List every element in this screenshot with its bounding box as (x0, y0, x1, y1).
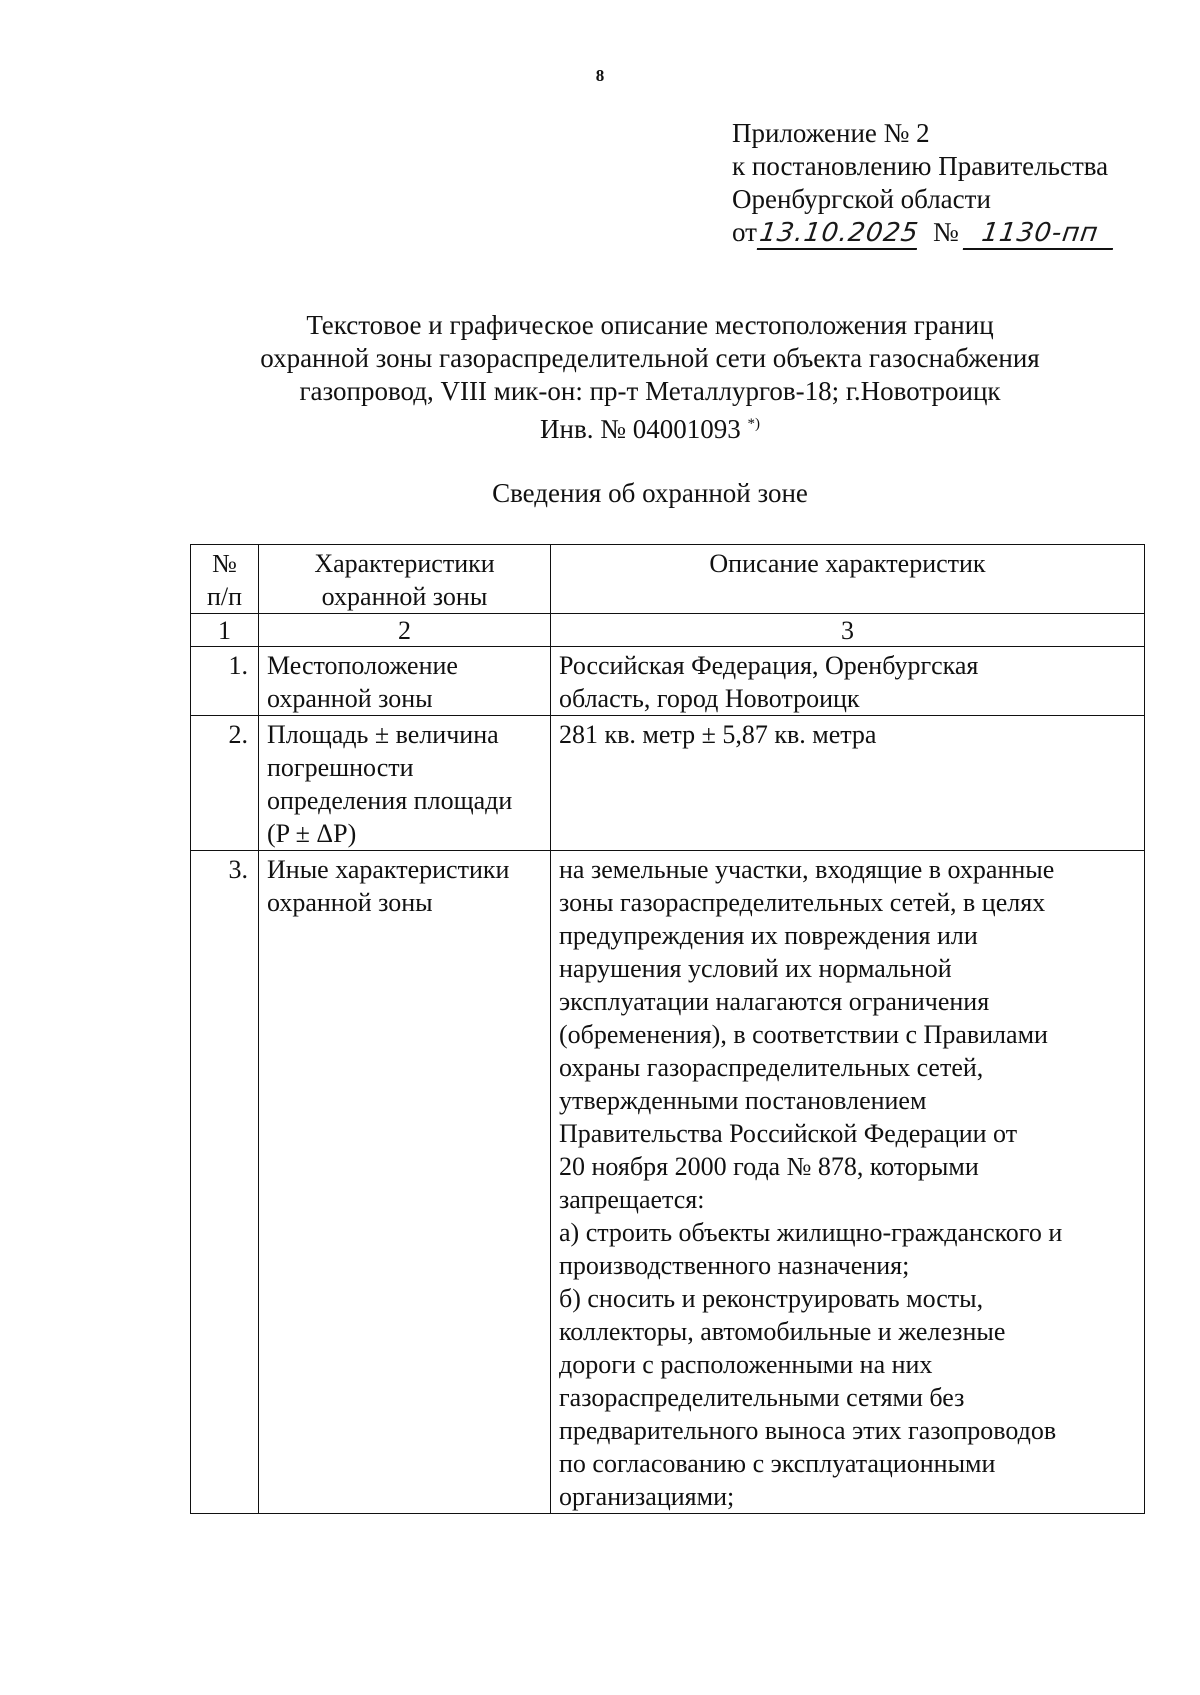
row-description: на земельные участки, входящие в охранные зоны газораспределительных сетей, в целях предупреждения их повреждения или нарушения условий их нормальной эксплуатации налагаются ограничения (обременения), в соответствии с Правилами охраны газораспределительных сетей, утвержденными постановлением Правительства Российской Федерации от 20 ноября 2000 года № 878, которыми запрещается: а) строить объекты жилищно-гражданского и производственного назначения; б) сносить и реконструировать мосты, коллекторы, автомобильные и железные дороги с расположенными на них газораспределительными сетями без предварительного выноса этих газопроводов по согласованию с эксплуатационными организациями; (551, 851, 1145, 1514)
appendix-title: Приложение № 2 (732, 118, 930, 148)
handwritten-date: 13.10.2025 (757, 218, 921, 248)
appendix-date-number-line (732, 216, 1115, 250)
row-description: Российская Федерация, Оренбургская область, город Новотроицк (551, 647, 1145, 716)
from-label: от (732, 217, 757, 247)
row-characteristic: Иные характеристики охранной зоны (259, 851, 551, 1514)
row-description: 281 кв. метр ± 5,87 кв. метра (551, 716, 1145, 851)
inventory-number: Инв. № 04001093 (540, 414, 741, 444)
title-line-3: газопровод, VIII мик-он: пр-т Металлургов-18; г.Новотроицк (299, 376, 1001, 406)
title-line-2: охранной зоны газораспределительной сети объекта газоснабжения (260, 343, 1040, 373)
footnote-mark: *) (747, 416, 760, 432)
header-description: Описание характеристик (551, 545, 1145, 614)
row-characteristic: Местоположение охранной зоны (259, 647, 551, 716)
title-line-4 (0, 408, 1200, 446)
title-line-1: Текстовое и графическое описание местоположения границ (306, 310, 994, 340)
header-characteristics: Характеристики охранной зоны (259, 545, 551, 614)
handwritten-number: 1130-пп (962, 218, 1116, 250)
row-number: 3. (191, 851, 259, 1514)
section-heading: Сведения об охранной зоне (492, 478, 808, 508)
protection-zone-table (190, 544, 1145, 1514)
column-number: 2 (259, 614, 551, 647)
column-number-row (191, 614, 1145, 647)
number-label: № (932, 217, 959, 247)
row-number: 1. (191, 647, 259, 716)
row-number: 2. (191, 716, 259, 851)
table-header-row (191, 545, 1145, 614)
row-characteristic: Площадь ± величина погрешности определения площади (P ± ΔP) (259, 716, 551, 851)
header-number: № п/п (191, 545, 259, 614)
column-number: 3 (551, 614, 1145, 647)
table-row (191, 647, 1145, 716)
appendix-resolution-ref: к постановлению Правительства (732, 151, 1109, 181)
table-row (191, 851, 1145, 1514)
appendix-block (732, 117, 1115, 250)
document-title (0, 309, 1200, 446)
appendix-region: Оренбургской области (732, 184, 991, 214)
table-row (191, 716, 1145, 851)
column-number: 1 (191, 614, 259, 647)
page-number: 8 (595, 66, 605, 85)
